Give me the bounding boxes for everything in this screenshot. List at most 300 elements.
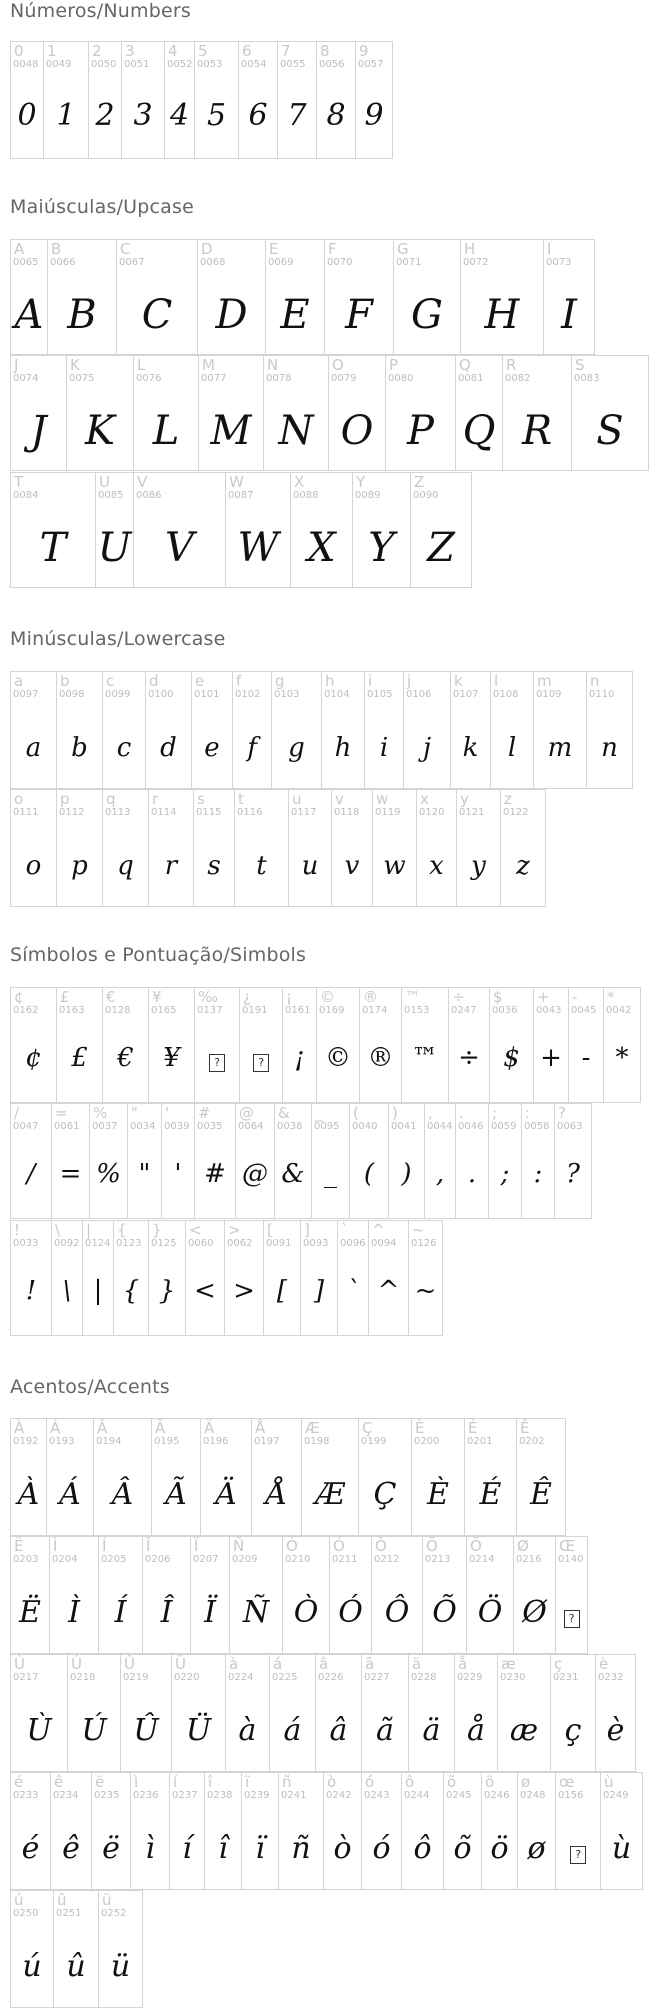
glyph-char-label: g	[275, 672, 285, 690]
glyph-sample: I	[561, 292, 577, 338]
glyph-code-label: 0115	[196, 807, 222, 818]
glyph-sample: /	[26, 1159, 36, 1189]
glyph-sample: €	[117, 1043, 134, 1073]
glyph-cell	[595, 1654, 636, 1772]
glyph-char-label: á	[273, 1655, 283, 1673]
glyph-char-label: `	[341, 1221, 349, 1239]
glyph-cell	[282, 1536, 330, 1654]
glyph-cell	[300, 1220, 338, 1336]
missing-glyph-icon: ?	[556, 1831, 600, 1867]
glyph-code-label: 0049	[46, 59, 72, 70]
glyph-cell	[66, 355, 134, 471]
glyph-code-label: 0114	[151, 807, 177, 818]
glyph-char-label: =	[55, 1104, 68, 1122]
glyph-char-label: |	[86, 1221, 92, 1239]
glyph-sample: Ö	[477, 1595, 503, 1630]
glyph-cell	[513, 1536, 556, 1654]
glyph-row	[10, 1103, 592, 1219]
glyph-char-label: v	[335, 790, 344, 808]
glyph-cell	[198, 355, 264, 471]
glyph-sample: H	[484, 292, 520, 338]
glyph-cell	[488, 1103, 522, 1219]
glyph-sample: K	[85, 408, 115, 454]
missing-glyph-icon: ?	[195, 1042, 239, 1074]
glyph-cell	[193, 789, 235, 907]
glyph-sample: >	[233, 1276, 255, 1306]
glyph-code-label: 0104	[324, 689, 350, 700]
glyph-sample: å	[467, 1713, 485, 1748]
glyph-code-label: 0244	[404, 1790, 430, 1801]
glyph-char-label: \	[55, 1221, 61, 1239]
glyph-char-label: Ã	[155, 1419, 166, 1437]
glyph-sample: ~	[414, 1276, 437, 1306]
glyph-cell	[263, 355, 329, 471]
glyph-char-label: w	[376, 790, 389, 808]
glyph-cell	[410, 472, 472, 588]
glyph-cell	[130, 1772, 170, 1890]
glyph-sample: .	[467, 1159, 477, 1189]
glyph-cell	[361, 1654, 409, 1772]
glyph-sample: f	[247, 733, 257, 763]
glyph-code-label: 0216	[516, 1554, 542, 1565]
glyph-cell	[450, 671, 491, 789]
glyph-char-label: ì	[134, 1773, 139, 1791]
glyph-sample: £	[71, 1043, 88, 1073]
glyph-code-label: 0062	[227, 1238, 253, 1249]
glyph-sample: ù	[611, 1831, 632, 1866]
glyph-char-label: ÷	[452, 988, 465, 1006]
glyph-cell	[56, 987, 103, 1103]
glyph-code-label: 0121	[459, 807, 485, 818]
glyph-sample: È	[427, 1477, 449, 1512]
glyph-char-label: [	[267, 1221, 273, 1239]
glyph-code-label: 0113	[105, 807, 131, 818]
glyph-code-label: 0236	[133, 1790, 159, 1801]
glyph-cell	[554, 1103, 592, 1219]
glyph-cell	[274, 1103, 312, 1219]
glyph-cell	[466, 1536, 514, 1654]
glyph-sample: b	[71, 733, 88, 763]
glyph-sample: æ	[509, 1713, 539, 1748]
glyph-char-label: j	[407, 672, 412, 690]
glyph-sample: ö	[490, 1831, 509, 1866]
glyph-cell	[603, 987, 641, 1103]
glyph-code-label: 0252	[101, 1908, 127, 1919]
glyph-cell	[82, 1220, 114, 1336]
glyph-char-label: Ú	[71, 1655, 82, 1673]
glyph-char-label: é	[14, 1773, 24, 1791]
glyph-code-label: 0088	[293, 490, 319, 501]
glyph-char-label: ¿	[243, 988, 251, 1006]
glyph-code-label: 0120	[419, 807, 445, 818]
glyph-code-label: 0140	[558, 1554, 584, 1565]
glyph-sample: :	[533, 1159, 543, 1189]
glyph-char-label: 8	[320, 42, 330, 60]
glyph-cell	[358, 1418, 412, 1536]
glyph-cell	[10, 1220, 52, 1336]
glyph-char-label: £	[60, 988, 70, 1006]
glyph-cell	[10, 472, 96, 588]
glyph-cell	[239, 987, 283, 1103]
glyph-code-label: 0194	[96, 1436, 122, 1447]
glyph-sample: 4	[169, 98, 190, 133]
glyph-char-label: <	[189, 1221, 202, 1239]
glyph-char-label: à	[229, 1655, 239, 1673]
glyph-sample: #	[204, 1159, 226, 1189]
glyph-sample: Ä	[215, 1477, 237, 1512]
glyph-cell	[416, 789, 457, 907]
glyph-sample: [	[276, 1276, 288, 1306]
glyph-code-label: 0038	[277, 1121, 303, 1132]
glyph-cell	[251, 1418, 302, 1536]
glyph-char-label: b	[60, 672, 70, 690]
glyph-code-label: 0078	[266, 373, 292, 384]
glyph-char-label: 4	[168, 42, 178, 60]
glyph-sample: X	[307, 525, 336, 571]
glyph-sample: %	[96, 1159, 121, 1189]
glyph-row	[10, 1654, 636, 1772]
glyph-sample: Z	[427, 525, 455, 571]
glyph-char-label: ü	[102, 1891, 112, 1909]
glyph-char-label: ‰	[198, 988, 219, 1006]
glyph-char-label: ú	[14, 1891, 24, 1909]
glyph-char-label: }	[152, 1221, 162, 1239]
glyph-code-label: 0047	[13, 1121, 39, 1132]
glyph-cell	[10, 671, 57, 789]
glyph-sample: Ô	[384, 1595, 410, 1630]
glyph-sample: ü	[110, 1949, 131, 1984]
glyph-cell	[197, 239, 266, 355]
glyph-code-label: 0033	[13, 1238, 39, 1249]
glyph-code-label: 0123	[116, 1238, 142, 1249]
glyph-char-label: t	[238, 790, 244, 808]
glyph-cell	[455, 1103, 489, 1219]
glyph-cell	[127, 1103, 162, 1219]
glyph-sample: Ç	[373, 1477, 397, 1512]
glyph-code-label: 0195	[154, 1436, 180, 1447]
glyph-cell	[98, 1536, 143, 1654]
glyph-cell	[316, 987, 360, 1103]
glyph-cell	[550, 1654, 596, 1772]
glyph-cell	[329, 1536, 372, 1654]
glyph-cell	[194, 41, 239, 159]
glyph-code-label: 0203	[13, 1554, 39, 1565]
glyph-code-label: 0082	[505, 373, 531, 384]
glyph-cell	[263, 1220, 301, 1336]
glyph-sample: e	[204, 733, 220, 763]
glyph-cell	[225, 1654, 270, 1772]
glyph-sample: k	[462, 733, 479, 763]
glyph-char-label: 6	[242, 42, 252, 60]
glyph-char-label: m	[537, 672, 552, 690]
glyph-row	[10, 1536, 588, 1654]
glyph-cell	[533, 671, 587, 789]
glyph-cell	[50, 1772, 92, 1890]
glyph-char-label: B	[51, 240, 62, 258]
section-title-numbers: Números/Numbers	[10, 0, 191, 22]
glyph-cell	[120, 1654, 172, 1772]
glyph-char-label: U	[99, 473, 110, 491]
glyph-code-label: 0102	[235, 689, 261, 700]
glyph-char-label: Y	[356, 473, 366, 491]
glyph-code-label: 0234	[53, 1790, 79, 1801]
glyph-sample: 7	[287, 98, 307, 133]
glyph-char-label: Æ	[305, 1419, 320, 1437]
glyph-char-label: Z	[414, 473, 425, 491]
glyph-char-label: -	[572, 988, 578, 1006]
glyph-code-label: 0035	[197, 1121, 223, 1132]
glyph-code-label: 0077	[201, 373, 227, 384]
glyph-code-label: 0197	[254, 1436, 280, 1447]
glyph-cell	[204, 1772, 242, 1890]
glyph-char-label: ò	[327, 1773, 337, 1791]
glyph-row	[10, 239, 595, 355]
glyph-char-label: e	[195, 672, 205, 690]
glyph-cell	[490, 671, 534, 789]
glyph-char-label: y	[460, 790, 469, 808]
glyph-sample: j	[422, 733, 432, 763]
glyph-code-label: 0228	[411, 1672, 437, 1683]
glyph-code-label: 0161	[285, 1005, 311, 1016]
glyph-cell	[145, 671, 192, 789]
glyph-char-label: d	[149, 672, 159, 690]
glyph-code-label: 0097	[13, 689, 39, 700]
glyph-char-label: /	[14, 1104, 20, 1122]
glyph-cell	[497, 1654, 551, 1772]
glyph-char-label: ™	[405, 988, 420, 1006]
glyph-sample: c	[116, 733, 132, 763]
glyph-code-label: 0072	[463, 257, 489, 268]
glyph-cell	[401, 987, 449, 1103]
glyph-sample: o	[25, 851, 42, 881]
glyph-code-label: 0156	[558, 1790, 584, 1801]
glyph-sample: `	[346, 1276, 360, 1306]
glyph-code-label: 0162	[13, 1005, 39, 1016]
glyph-cell	[241, 1772, 279, 1890]
glyph-sample: ç	[564, 1713, 582, 1748]
glyph-cell	[543, 239, 595, 355]
glyph-code-label: 0100	[148, 689, 174, 700]
glyph-code-label: 0239	[244, 1790, 270, 1801]
glyph-cell	[232, 671, 272, 789]
glyph-code-label: 0192	[13, 1436, 39, 1447]
glyph-code-label: 0219	[123, 1672, 149, 1683]
glyph-code-label: 0108	[493, 689, 519, 700]
glyph-char-label: l	[494, 672, 499, 690]
glyph-code-label: 0060	[188, 1238, 214, 1249]
glyph-cell	[315, 1654, 362, 1772]
glyph-cell	[102, 987, 149, 1103]
glyph-code-label: 0036	[492, 1005, 518, 1016]
glyph-code-label: 0231	[553, 1672, 579, 1683]
glyph-char-label: Ù	[14, 1655, 25, 1673]
glyph-code-label: 0201	[467, 1436, 493, 1447]
glyph-sample: P	[407, 408, 434, 454]
glyph-code-label: 0126	[411, 1238, 437, 1249]
glyph-char-label: ñ	[282, 1773, 292, 1791]
glyph-sample: ©	[325, 1043, 351, 1073]
missing-glyph-icon: ?	[240, 1042, 282, 1074]
glyph-char-label: ©	[320, 988, 335, 1006]
glyph-cell	[316, 41, 356, 159]
glyph-sample: ò	[333, 1831, 352, 1866]
glyph-code-label: 0199	[361, 1436, 387, 1447]
glyph-code-label: 0107	[453, 689, 479, 700]
glyph-char-label: Ñ	[233, 1537, 245, 1555]
glyph-cell	[516, 1418, 566, 1536]
glyph-code-label: 0039	[164, 1121, 190, 1132]
glyph-code-label: 0053	[197, 59, 223, 70]
glyph-code-label: 0111	[13, 807, 39, 818]
glyph-char-label: ®	[363, 988, 378, 1006]
section-title-accents: Acentos/Accents	[10, 1376, 170, 1398]
glyph-sample: Æ	[314, 1477, 346, 1512]
glyph-sample: S	[596, 408, 624, 454]
glyph-cell	[88, 41, 122, 159]
glyph-char-label: Û	[124, 1655, 135, 1673]
glyph-char-label: c	[106, 672, 115, 690]
glyph-sample: (	[363, 1159, 375, 1189]
glyph-cell	[411, 1418, 465, 1536]
glyph-cell	[224, 1220, 264, 1336]
glyph-char-label: €	[106, 988, 116, 1006]
glyph-cell	[194, 987, 240, 1103]
glyph-cell	[364, 671, 404, 789]
glyph-code-label: 0067	[119, 257, 145, 268]
glyph-cell	[359, 987, 402, 1103]
glyph-char-label: Q	[459, 356, 471, 374]
glyph-sample: 5	[206, 98, 227, 133]
glyph-sample: \	[62, 1276, 72, 1306]
glyph-cell	[271, 671, 322, 789]
glyph-code-label: 0229	[457, 1672, 483, 1683]
glyph-code-label: 0081	[458, 373, 484, 384]
glyph-sample: F	[345, 292, 373, 338]
glyph-cell	[424, 1103, 456, 1219]
glyph-char-label: Ò	[286, 1537, 298, 1555]
glyph-char-label: z	[504, 790, 512, 808]
glyph-cell	[56, 789, 103, 907]
glyph-cell	[372, 789, 417, 907]
glyph-code-label: 0066	[50, 257, 76, 268]
glyph-char-label: _	[315, 1104, 323, 1122]
glyph-code-label: 0198	[304, 1436, 330, 1447]
glyph-code-label: 0209	[232, 1554, 258, 1565]
glyph-cell	[194, 1103, 236, 1219]
glyph-sample: ñ	[291, 1831, 311, 1866]
glyph-sample: {	[122, 1276, 140, 1306]
glyph-cell	[190, 1536, 230, 1654]
glyph-sample: C	[141, 292, 173, 338]
glyph-sample: B	[67, 292, 97, 338]
glyph-char-label: a	[14, 672, 24, 690]
glyph-code-label: 0226	[318, 1672, 344, 1683]
glyph-char-label: ç	[554, 1655, 563, 1673]
glyph-code-label: 0065	[13, 257, 39, 268]
glyph-cell	[121, 41, 165, 159]
glyph-sample: ÷	[458, 1043, 480, 1073]
glyph-cell	[443, 1772, 482, 1890]
glyph-char-label: 9	[359, 42, 369, 60]
glyph-code-label: 0242	[326, 1790, 352, 1801]
glyph-code-label: 0110	[589, 689, 615, 700]
glyph-code-label: 0091	[266, 1238, 292, 1249]
glyph-code-label: 0250	[13, 1908, 39, 1919]
glyph-cell	[10, 239, 48, 355]
glyph-code-label: 0224	[228, 1672, 254, 1683]
glyph-char-label: o	[14, 790, 24, 808]
glyph-cell	[600, 1772, 643, 1890]
glyph-sample: i	[379, 733, 389, 763]
glyph-char-label: æ	[501, 1655, 516, 1673]
glyph-sample: 6	[248, 98, 268, 133]
glyph-char-label: q	[106, 790, 116, 808]
glyph-char-label: Ç	[362, 1419, 373, 1437]
glyph-cell	[301, 1418, 359, 1536]
glyph-code-label: 0247	[451, 1005, 477, 1016]
glyph-sample: Ú	[81, 1713, 107, 1748]
glyph-cell	[321, 671, 365, 789]
glyph-code-label: 0048	[13, 59, 39, 70]
glyph-char-label: n	[590, 672, 600, 690]
glyph-sample: v	[344, 851, 360, 881]
glyph-char-label: ê	[54, 1773, 64, 1791]
glyph-sample: â	[329, 1713, 348, 1748]
glyph-char-label: ø	[521, 1773, 531, 1791]
glyph-cell	[169, 1772, 205, 1890]
glyph-sample: T	[39, 525, 67, 571]
glyph-code-label: 0084	[13, 490, 39, 501]
glyph-char-label: Õ	[426, 1537, 438, 1555]
glyph-sample: E	[280, 292, 310, 338]
glyph-sample: L	[152, 408, 180, 454]
glyph-cell	[455, 355, 503, 471]
glyph-sample: !	[25, 1276, 37, 1306]
glyph-cell	[290, 472, 353, 588]
glyph-cell	[352, 472, 411, 588]
glyph-cell	[10, 355, 67, 471]
glyph-char-label: Å	[255, 1419, 266, 1437]
glyph-cell	[454, 1654, 498, 1772]
glyph-char-label: 1	[47, 42, 57, 60]
glyph-sample: _	[324, 1159, 337, 1189]
glyph-sample: 9	[364, 98, 384, 133]
glyph-char-label: ã	[365, 1655, 375, 1673]
glyph-char-label: È	[415, 1419, 425, 1437]
glyph-cell	[277, 41, 317, 159]
glyph-char-label: 3	[125, 42, 135, 60]
glyph-char-label: 0	[14, 42, 24, 60]
glyph-sample: &	[281, 1159, 305, 1189]
glyph-char-label: Ä	[204, 1419, 215, 1437]
glyph-char-label: >	[228, 1221, 241, 1239]
glyph-sample: ¥	[163, 1043, 180, 1073]
glyph-cell	[422, 1536, 467, 1654]
glyph-char-label: õ	[447, 1773, 457, 1791]
glyph-char-label: Á	[50, 1419, 61, 1437]
glyph-char-label: E	[269, 240, 279, 258]
glyph-cell	[89, 1103, 128, 1219]
glyph-cell	[403, 671, 451, 789]
glyph-sample: Á	[59, 1477, 81, 1512]
glyph-cell	[200, 1418, 252, 1536]
glyph-sample: Ë	[19, 1595, 41, 1630]
glyph-cell	[393, 239, 461, 355]
glyph-char-label: ¢	[14, 988, 24, 1006]
glyph-code-label: 0217	[13, 1672, 39, 1683]
glyph-char-label: í	[173, 1773, 178, 1791]
glyph-code-label: 0076	[136, 373, 162, 384]
